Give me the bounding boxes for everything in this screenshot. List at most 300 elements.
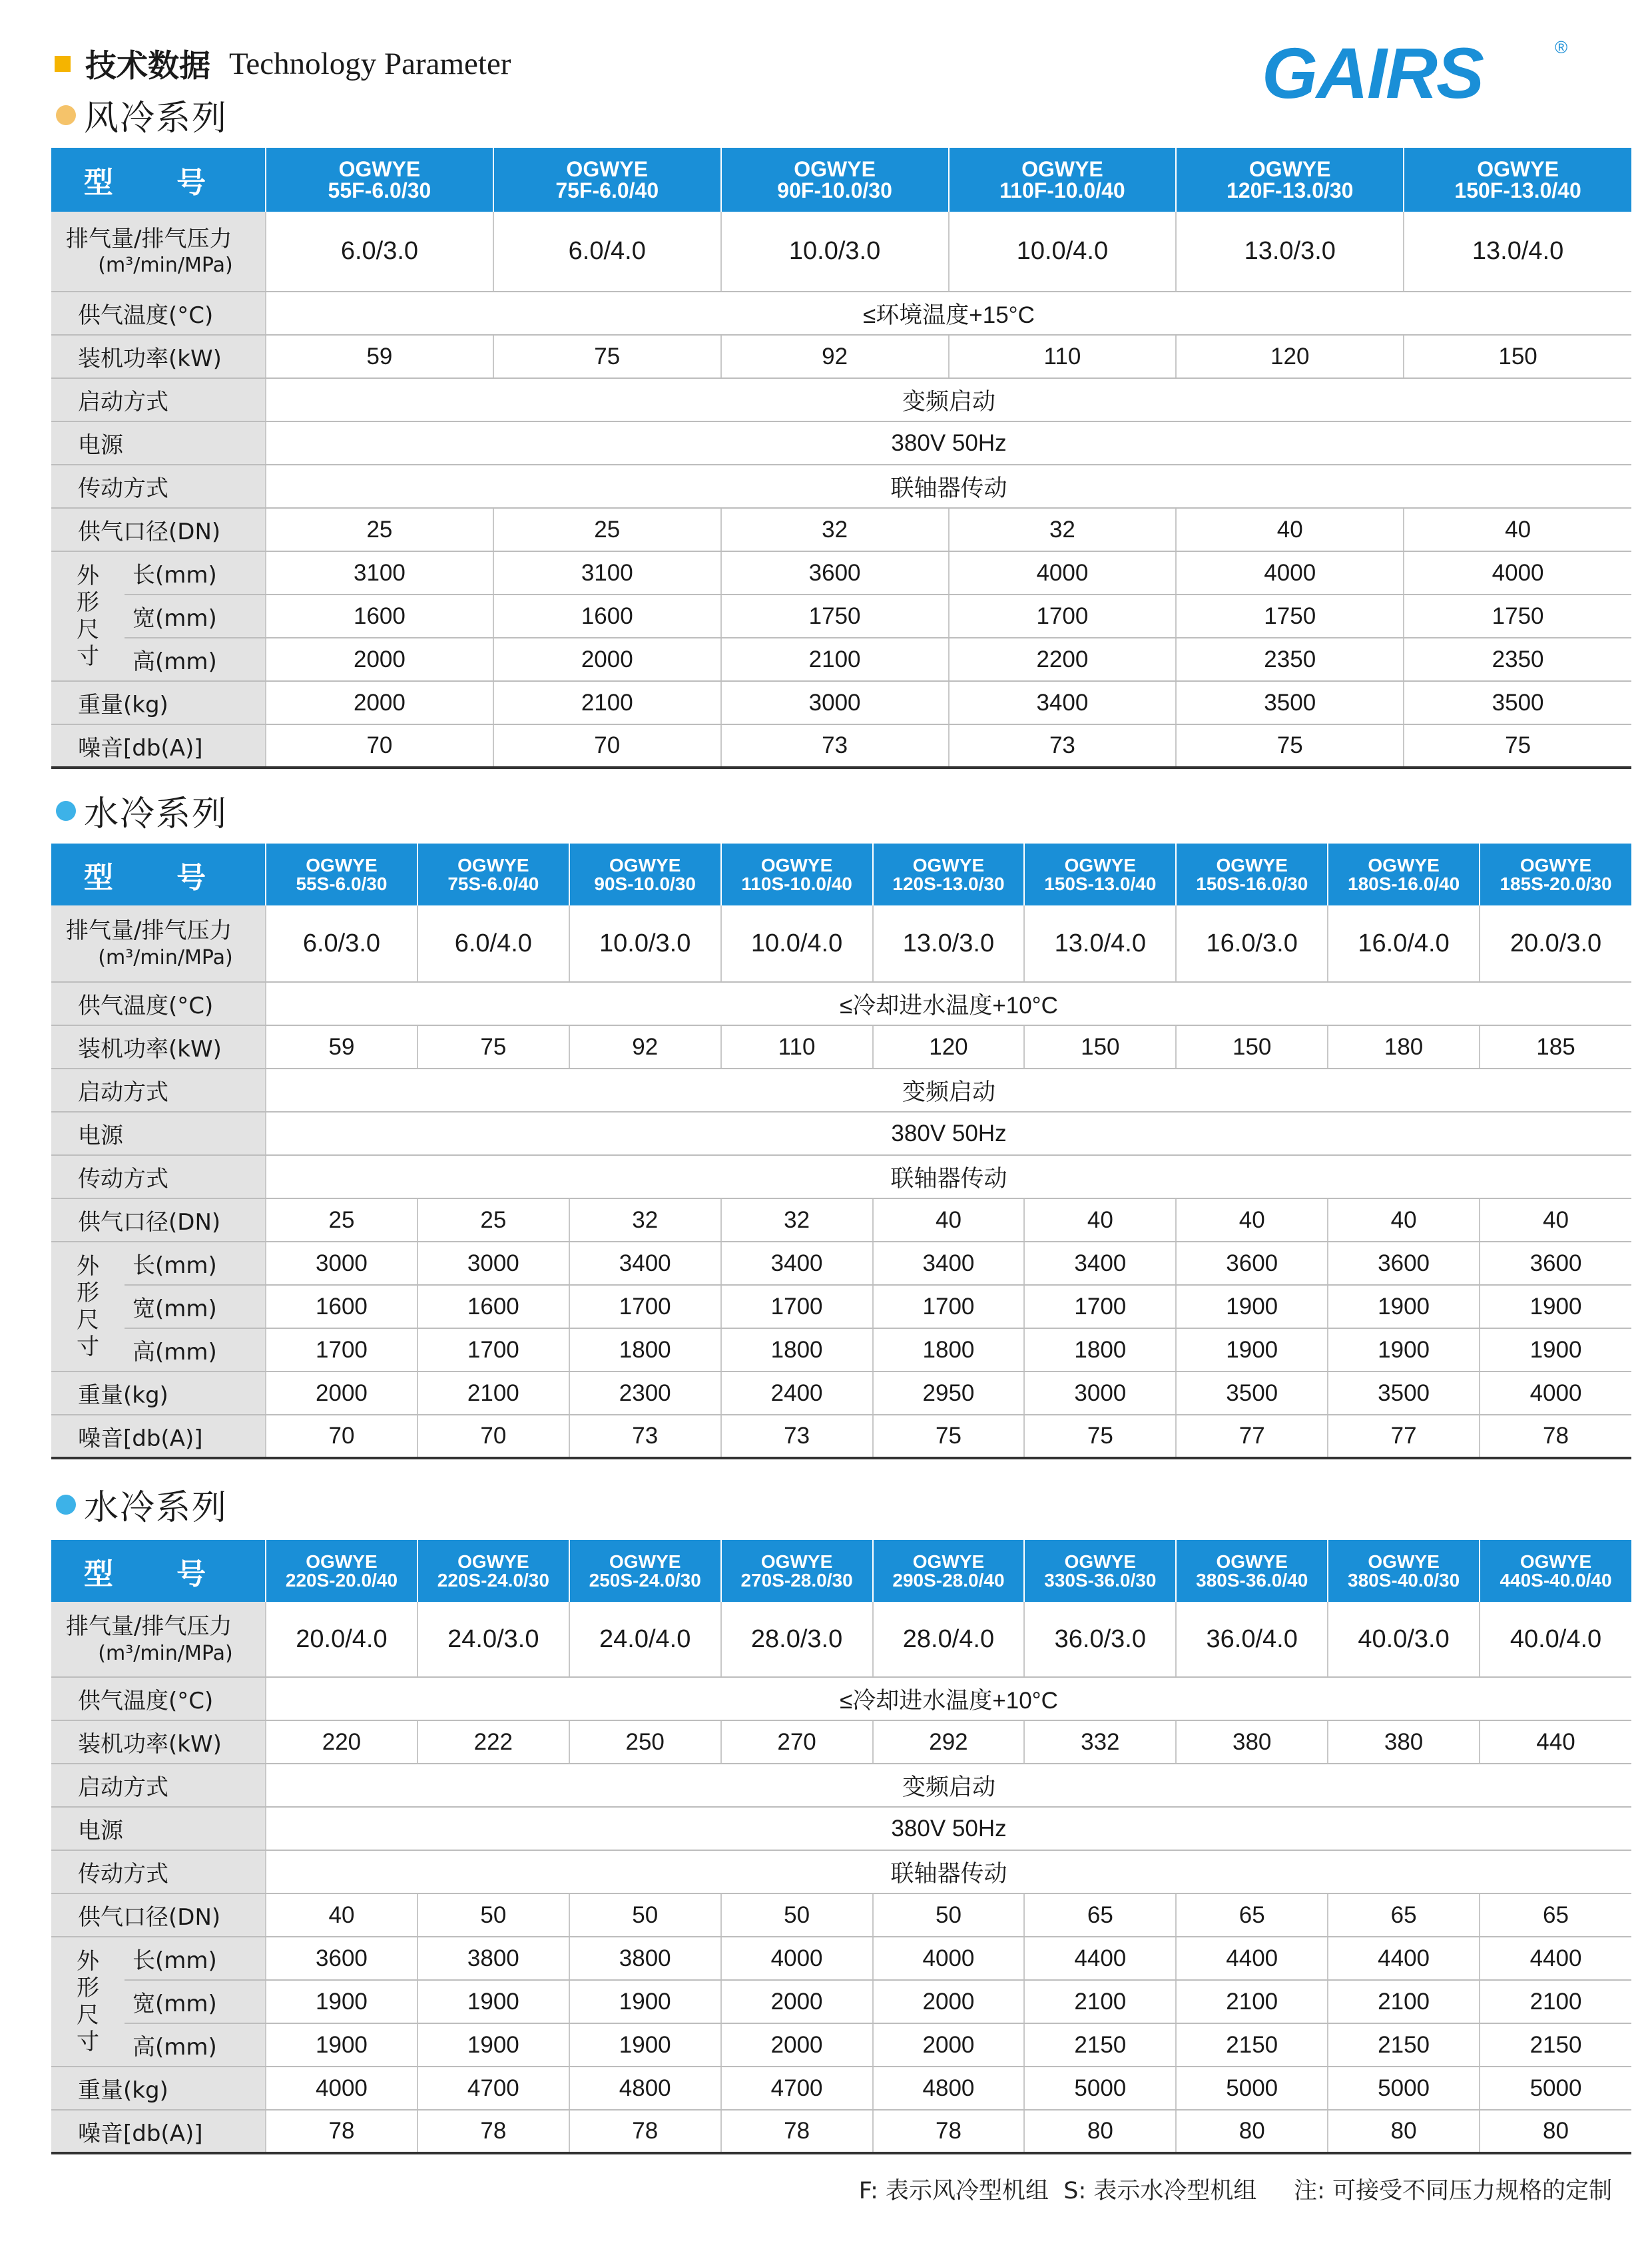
height-value: 2350 — [1176, 638, 1404, 681]
row-label: 启动方式 — [51, 1069, 266, 1112]
length-value: 3000 — [417, 1242, 569, 1285]
model-spec-code: 220S-24.0/30 — [437, 1569, 549, 1591]
height-value: 2150 — [1328, 2023, 1480, 2067]
model-header-cell — [1024, 1540, 1176, 1602]
model-series-code: OGWYE — [1519, 1551, 1592, 1572]
length-value: 4000 — [1176, 551, 1404, 595]
flow-value: 6.0/3.0 — [266, 905, 417, 982]
model-header-cell — [721, 1540, 873, 1602]
outlet-value: 65 — [1480, 1893, 1631, 1937]
height-value: 2150 — [1176, 2023, 1328, 2067]
dimensions-side-label — [51, 551, 125, 681]
model-header-label: 型 号 — [51, 1540, 266, 1602]
weight-value: 3500 — [1404, 681, 1631, 724]
series-title — [56, 786, 228, 836]
noise-value: 73 — [949, 724, 1177, 768]
model-spec-code: 75S-6.0/40 — [447, 873, 539, 894]
height-value: 1800 — [569, 1328, 721, 1371]
outlet-value: 25 — [417, 1198, 569, 1242]
power-value: 150 — [1404, 335, 1631, 378]
noise-value: 80 — [1176, 2110, 1328, 2153]
model-spec-code: 330S-36.0/30 — [1044, 1569, 1157, 1591]
weight-value: 3000 — [721, 681, 949, 724]
power-value: 180 — [1328, 1025, 1480, 1069]
noise-value: 73 — [721, 724, 949, 768]
dimensions-char: 寸 — [77, 1333, 99, 1360]
length-value: 3600 — [1480, 1242, 1631, 1285]
row-label-flow — [51, 1602, 266, 1677]
model-header-cell — [569, 844, 721, 905]
outlet-row — [51, 1893, 1631, 1937]
height-value: 1800 — [721, 1328, 873, 1371]
model-series-code: OGWYE — [1064, 1551, 1136, 1572]
power-value: 220 — [266, 1720, 417, 1764]
length-value: 4400 — [1176, 1937, 1328, 1980]
height-value: 2200 — [949, 638, 1177, 681]
supply-temp-value: ≤冷却进水温度+10°C — [266, 982, 1631, 1025]
flow-value: 10.0/3.0 — [569, 905, 721, 982]
row-label: 供气温度(°C) — [51, 982, 266, 1025]
length-row — [51, 551, 1631, 595]
power-value: 59 — [266, 1025, 417, 1069]
width-value: 1600 — [493, 595, 721, 638]
height-value: 1900 — [1480, 1328, 1631, 1371]
bullet-dot-icon — [56, 105, 76, 125]
header-row — [51, 844, 1631, 905]
title-english: Technology Parameter — [229, 46, 511, 81]
length-value: 4400 — [1480, 1937, 1631, 1980]
noise-value: 73 — [721, 1415, 873, 1458]
supply-temp-row — [51, 982, 1631, 1025]
supply-power-row — [51, 1807, 1631, 1850]
outlet-value: 40 — [1328, 1198, 1480, 1242]
flow-value: 16.0/3.0 — [1176, 905, 1328, 982]
spec-table — [51, 148, 1631, 769]
registered-mark: ® — [1555, 37, 1568, 57]
start-value: 变频启动 — [266, 1069, 1631, 1112]
flow-label-main: 排气量/排气压力 — [66, 917, 232, 944]
width-value: 1900 — [1176, 1285, 1328, 1328]
outlet-value: 25 — [493, 508, 721, 551]
power-value: 222 — [417, 1720, 569, 1764]
weight-value: 5000 — [1480, 2067, 1631, 2110]
model-header-cell — [1176, 1540, 1328, 1602]
width-value: 1900 — [569, 1980, 721, 2023]
model-series-code: OGWYE — [1477, 157, 1559, 181]
noise-value: 80 — [1328, 2110, 1480, 2153]
height-value: 2350 — [1404, 638, 1631, 681]
outlet-value: 40 — [873, 1198, 1025, 1242]
model-header-cell — [1328, 1540, 1480, 1602]
width-value: 2100 — [1024, 1980, 1176, 2023]
flow-value: 6.0/4.0 — [417, 905, 569, 982]
drive-row — [51, 465, 1631, 508]
row-label: 装机功率(kW) — [51, 335, 266, 378]
row-label: 高(mm) — [125, 2023, 266, 2067]
model-series-code: OGWYE — [912, 854, 985, 875]
power-value: 380 — [1328, 1720, 1480, 1764]
power-value: 150 — [1176, 1025, 1328, 1069]
flow-value: 10.0/4.0 — [721, 905, 873, 982]
width-value: 1900 — [417, 1980, 569, 2023]
model-series-code: OGWYE — [457, 854, 529, 875]
width-row — [51, 1285, 1631, 1328]
length-value: 3600 — [266, 1937, 417, 1980]
power-value: 380 — [1176, 1720, 1328, 1764]
noise-value: 77 — [1328, 1415, 1480, 1458]
row-label: 噪音[db(A)] — [51, 1415, 266, 1458]
width-value: 1600 — [266, 595, 493, 638]
flow-label-main: 排气量/排气压力 — [66, 225, 232, 252]
length-value: 4000 — [1404, 551, 1631, 595]
model-spec-code: 250S-24.0/30 — [589, 1569, 701, 1591]
row-label: 启动方式 — [51, 378, 266, 421]
dimensions-side-label — [51, 1937, 125, 2067]
height-value: 1800 — [1024, 1328, 1176, 1371]
model-spec-code: 150S-16.0/30 — [1196, 873, 1308, 894]
weight-value: 3000 — [1024, 1371, 1176, 1415]
model-header-cell — [1328, 844, 1480, 905]
width-value: 1700 — [873, 1285, 1025, 1328]
length-value: 3800 — [417, 1937, 569, 1980]
width-value: 1700 — [1024, 1285, 1176, 1328]
dimensions-char: 形 — [77, 1975, 99, 2002]
outlet-value: 40 — [1480, 1198, 1631, 1242]
width-value: 1750 — [721, 595, 949, 638]
start-value: 变频启动 — [266, 1764, 1631, 1807]
power-value: 120 — [873, 1025, 1025, 1069]
model-header-cell — [873, 844, 1025, 905]
width-value: 2000 — [721, 1980, 873, 2023]
supply-power-row — [51, 1112, 1631, 1155]
model-spec-code: 150F-13.0/40 — [1454, 178, 1581, 202]
model-series-code: OGWYE — [1248, 157, 1331, 181]
model-header-cell — [721, 148, 949, 212]
height-value: 1800 — [873, 1328, 1025, 1371]
series-name: 水冷系列 — [84, 794, 228, 834]
row-label: 传动方式 — [51, 465, 266, 508]
noise-value: 70 — [266, 1415, 417, 1458]
footnote-f: F: 表示风冷型机组 — [858, 2178, 1049, 2204]
drive-value: 联轴器传动 — [266, 1850, 1631, 1893]
length-value: 4400 — [1024, 1937, 1176, 1980]
height-value: 1900 — [569, 2023, 721, 2067]
weight-value: 4700 — [417, 2067, 569, 2110]
width-row — [51, 595, 1631, 638]
section-heading — [55, 41, 511, 86]
flow-value: 13.0/3.0 — [873, 905, 1025, 982]
power-value: 110 — [721, 1025, 873, 1069]
model-header-cell — [266, 148, 493, 212]
outlet-value: 40 — [1024, 1198, 1176, 1242]
row-label: 重量(kg) — [51, 1371, 266, 1415]
model-series-code: OGWYE — [609, 854, 681, 875]
model-header-cell — [493, 148, 721, 212]
power-value: 440 — [1480, 1720, 1631, 1764]
outlet-value: 65 — [1024, 1893, 1176, 1937]
flow-value: 13.0/3.0 — [1176, 212, 1404, 292]
noise-value: 80 — [1480, 2110, 1631, 2153]
height-row — [51, 638, 1631, 681]
model-series-code: OGWYE — [1216, 854, 1288, 875]
model-series-code: OGWYE — [760, 854, 833, 875]
noise-value: 77 — [1176, 1415, 1328, 1458]
dimensions-char: 外 — [77, 1948, 99, 1975]
width-value: 1900 — [1480, 1285, 1631, 1328]
noise-value: 78 — [569, 2110, 721, 2153]
series-title — [56, 1479, 228, 1529]
width-value: 1700 — [569, 1285, 721, 1328]
flow-value: 40.0/4.0 — [1480, 1602, 1631, 1677]
height-value: 2000 — [493, 638, 721, 681]
dimensions-char: 尺 — [77, 2001, 99, 2029]
power-row — [51, 1720, 1631, 1764]
model-spec-code: 90S-10.0/30 — [594, 873, 696, 894]
model-header-cell — [1404, 148, 1631, 212]
model-header-cell — [417, 1540, 569, 1602]
row-label: 供气口径(DN) — [51, 1893, 266, 1937]
flow-value: 20.0/3.0 — [1480, 905, 1631, 982]
noise-value: 78 — [266, 2110, 417, 2153]
drive-row — [51, 1155, 1631, 1198]
dimensions-char: 寸 — [77, 642, 99, 670]
length-value: 4000 — [873, 1937, 1025, 1980]
flow-row — [51, 905, 1631, 982]
length-value: 3400 — [569, 1242, 721, 1285]
height-value: 1700 — [266, 1328, 417, 1371]
outlet-value: 32 — [569, 1198, 721, 1242]
outlet-value: 65 — [1328, 1893, 1480, 1937]
row-label: 重量(kg) — [51, 681, 266, 724]
row-label: 供气口径(DN) — [51, 1198, 266, 1242]
height-value: 1700 — [417, 1328, 569, 1371]
noise-value: 70 — [493, 724, 721, 768]
model-series-code: OGWYE — [306, 854, 378, 875]
drive-value: 联轴器传动 — [266, 1155, 1631, 1198]
flow-value: 24.0/4.0 — [569, 1602, 721, 1677]
power-value: 92 — [569, 1025, 721, 1069]
model-series-code: OGWYE — [566, 157, 649, 181]
row-label: 供气温度(°C) — [51, 292, 266, 335]
flow-value: 24.0/3.0 — [417, 1602, 569, 1677]
model-series-code: OGWYE — [609, 1551, 681, 1572]
flow-label-main: 排气量/排气压力 — [66, 1613, 232, 1640]
weight-value: 4000 — [266, 2067, 417, 2110]
outlet-value: 32 — [721, 508, 949, 551]
row-label: 传动方式 — [51, 1155, 266, 1198]
power-value: 75 — [417, 1025, 569, 1069]
outlet-value: 40 — [1176, 1198, 1328, 1242]
weight-value: 5000 — [1176, 2067, 1328, 2110]
model-series-code: OGWYE — [1216, 1551, 1288, 1572]
row-label: 宽(mm) — [125, 1980, 266, 2023]
footnote-s: S: 表示水冷型机组 — [1063, 2178, 1257, 2204]
supply-power-value: 380V 50Hz — [266, 1807, 1631, 1850]
model-spec-code: 110F-10.0/40 — [999, 178, 1125, 202]
power-value: 92 — [721, 335, 949, 378]
model-spec-code: 110S-10.0/40 — [741, 873, 852, 894]
width-value: 1700 — [949, 595, 1177, 638]
width-value: 2100 — [1176, 1980, 1328, 2023]
power-value: 120 — [1176, 335, 1404, 378]
model-series-code: OGWYE — [1519, 854, 1592, 875]
noise-row — [51, 2110, 1631, 2153]
length-value: 3100 — [493, 551, 721, 595]
outlet-value: 40 — [266, 1893, 417, 1937]
header-row — [51, 1540, 1631, 1602]
width-value: 1900 — [266, 1980, 417, 2023]
supply-temp-value: ≤冷却进水温度+10°C — [266, 1677, 1631, 1720]
supply-power-row — [51, 421, 1631, 465]
noise-value: 78 — [1480, 1415, 1631, 1458]
height-value: 2000 — [873, 2023, 1025, 2067]
weight-value: 3500 — [1176, 681, 1404, 724]
start-value: 变频启动 — [266, 378, 1631, 421]
weight-value: 2100 — [417, 1371, 569, 1415]
weight-value: 4000 — [1480, 1371, 1631, 1415]
model-spec-code: 55S-6.0/30 — [296, 873, 388, 894]
weight-row — [51, 681, 1631, 724]
spec-table — [51, 844, 1631, 1459]
row-label: 供气温度(°C) — [51, 1677, 266, 1720]
power-value: 75 — [493, 335, 721, 378]
height-value: 1900 — [1176, 1328, 1328, 1371]
model-header-cell — [873, 1540, 1025, 1602]
outlet-value: 50 — [721, 1893, 873, 1937]
width-value: 1600 — [266, 1285, 417, 1328]
flow-value: 10.0/4.0 — [949, 212, 1177, 292]
width-value: 2000 — [873, 1980, 1025, 2023]
height-row — [51, 2023, 1631, 2067]
row-label: 供气口径(DN) — [51, 508, 266, 551]
footnote-custom: 注: 可接受不同压力规格的定制 — [1294, 2178, 1612, 2204]
start-row — [51, 1069, 1631, 1112]
model-spec-code: 120S-13.0/30 — [892, 873, 1005, 894]
model-spec-code: 90F-10.0/30 — [777, 178, 892, 202]
row-label: 宽(mm) — [125, 1285, 266, 1328]
noise-row — [51, 1415, 1631, 1458]
height-value: 2100 — [721, 638, 949, 681]
dimensions-char: 外 — [77, 563, 99, 590]
power-value: 59 — [266, 335, 493, 378]
noise-value: 75 — [873, 1415, 1025, 1458]
model-spec-code: 270S-28.0/30 — [740, 1569, 853, 1591]
weight-value: 2000 — [266, 681, 493, 724]
model-header-cell — [417, 844, 569, 905]
row-label: 电源 — [51, 1112, 266, 1155]
flow-value: 6.0/4.0 — [493, 212, 721, 292]
model-header-cell — [949, 148, 1177, 212]
noise-value: 80 — [1024, 2110, 1176, 2153]
row-label: 长(mm) — [125, 551, 266, 595]
start-row — [51, 378, 1631, 421]
row-label: 电源 — [51, 421, 266, 465]
outlet-value: 32 — [721, 1198, 873, 1242]
dimensions-char: 外 — [77, 1253, 99, 1280]
supply-temp-value: ≤环境温度+15°C — [266, 292, 1631, 335]
model-series-code: OGWYE — [306, 1551, 378, 1572]
noise-value: 75 — [1024, 1415, 1176, 1458]
noise-value: 75 — [1404, 724, 1631, 768]
noise-value: 78 — [873, 2110, 1025, 2153]
outlet-value: 25 — [266, 1198, 417, 1242]
model-header-cell — [1024, 844, 1176, 905]
width-value: 1600 — [417, 1285, 569, 1328]
dimensions-char: 形 — [77, 1280, 99, 1307]
noise-value: 78 — [417, 2110, 569, 2153]
row-label: 装机功率(kW) — [51, 1720, 266, 1764]
page-header — [0, 0, 1652, 140]
flow-value: 10.0/3.0 — [721, 212, 949, 292]
weight-value: 3500 — [1328, 1371, 1480, 1415]
series-title — [56, 90, 228, 140]
model-series-code: OGWYE — [1064, 854, 1136, 875]
outlet-value: 40 — [1176, 508, 1404, 551]
drive-value: 联轴器传动 — [266, 465, 1631, 508]
flow-value: 16.0/4.0 — [1328, 905, 1480, 982]
power-value: 270 — [721, 1720, 873, 1764]
flow-value: 20.0/4.0 — [266, 1602, 417, 1677]
weight-row — [51, 2067, 1631, 2110]
noise-value: 70 — [266, 724, 493, 768]
drive-row — [51, 1850, 1631, 1893]
outlet-value: 65 — [1176, 1893, 1328, 1937]
power-value: 150 — [1024, 1025, 1176, 1069]
row-label: 噪音[db(A)] — [51, 2110, 266, 2153]
model-series-code: OGWYE — [794, 157, 876, 181]
supply-power-value: 380V 50Hz — [266, 421, 1631, 465]
row-label: 噪音[db(A)] — [51, 724, 266, 768]
width-value: 1900 — [1328, 1285, 1480, 1328]
model-series-code: OGWYE — [912, 1551, 985, 1572]
outlet-value: 32 — [949, 508, 1177, 551]
flow-value: 28.0/4.0 — [873, 1602, 1025, 1677]
height-value: 2150 — [1024, 2023, 1176, 2067]
accent-square-icon — [55, 56, 71, 72]
height-value: 1900 — [266, 2023, 417, 2067]
series-name: 水冷系列 — [84, 1488, 228, 1528]
flow-value: 28.0/3.0 — [721, 1602, 873, 1677]
model-header-cell — [266, 844, 417, 905]
width-value: 1750 — [1404, 595, 1631, 638]
brand-wordmark: GAIRS — [1262, 35, 1484, 108]
power-value: 292 — [873, 1720, 1025, 1764]
dimensions-char: 寸 — [77, 2028, 99, 2055]
width-value: 2100 — [1480, 1980, 1631, 2023]
model-spec-code: 290S-28.0/40 — [892, 1569, 1005, 1591]
model-spec-code: 180S-16.0/40 — [1348, 873, 1460, 894]
length-value: 3000 — [266, 1242, 417, 1285]
length-row — [51, 1937, 1631, 1980]
outlet-value: 50 — [569, 1893, 721, 1937]
outlet-value: 25 — [266, 508, 493, 551]
start-row — [51, 1764, 1631, 1807]
power-value: 110 — [949, 335, 1177, 378]
power-value: 250 — [569, 1720, 721, 1764]
length-value: 3100 — [266, 551, 493, 595]
height-value: 2150 — [1480, 2023, 1631, 2067]
flow-row — [51, 212, 1631, 292]
length-value: 3600 — [721, 551, 949, 595]
flow-value: 36.0/3.0 — [1024, 1602, 1176, 1677]
model-spec-code: 220S-20.0/40 — [285, 1569, 398, 1591]
weight-value: 2300 — [569, 1371, 721, 1415]
height-row — [51, 1328, 1631, 1371]
model-series-code: OGWYE — [1368, 1551, 1440, 1572]
dimensions-char: 形 — [77, 589, 99, 617]
model-series-code: OGWYE — [338, 157, 421, 181]
power-row — [51, 335, 1631, 378]
